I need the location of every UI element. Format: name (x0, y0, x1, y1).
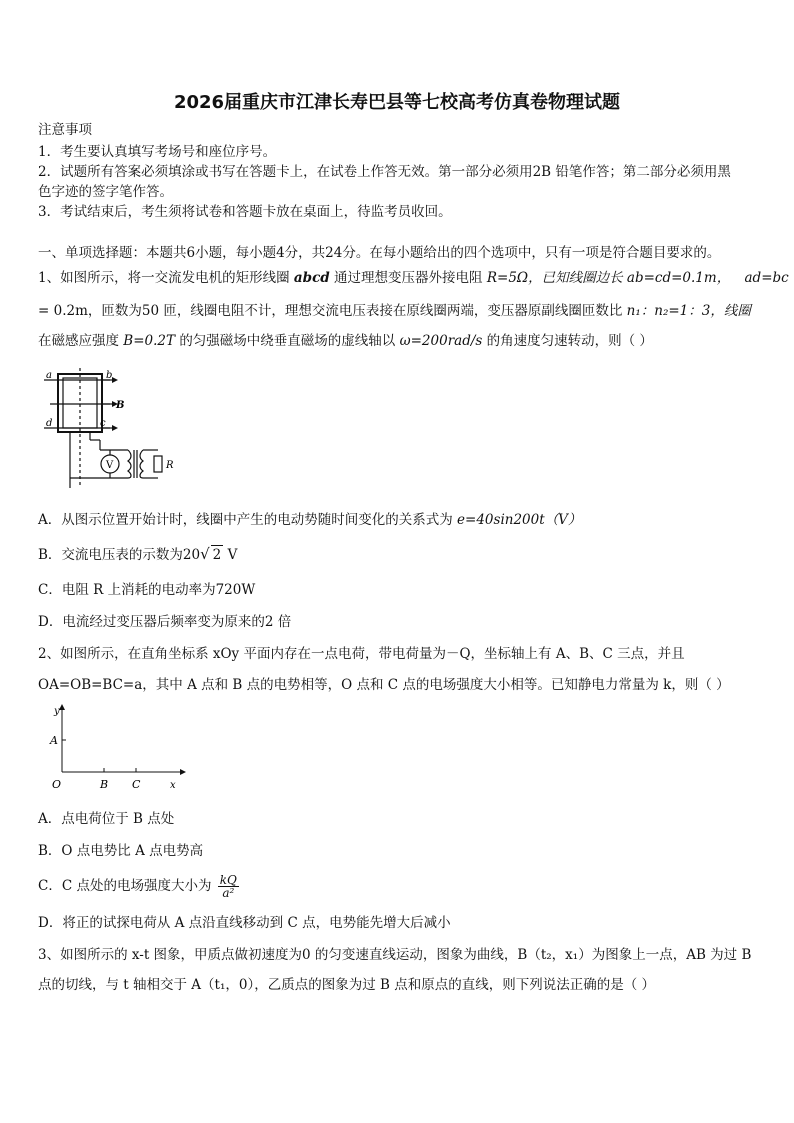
q1-generator-figure (40, 368, 190, 493)
q2-axes-figure (40, 704, 190, 796)
q1-text: B=0.2T (123, 333, 176, 349)
q1-option-a (38, 511, 581, 529)
notes-item-2: 2．试题所有答案必须填涂或书写在答题卡上，在试卷上作答无效。第一部分必须用2B 铅笔作答；第二部分必须用黑 (38, 164, 731, 180)
q1-text: ab=cd=0.1m， (626, 270, 731, 286)
q1-option-c: C．电阻 R 上消耗的电动率为720W (38, 582, 256, 598)
notes-item-1: 1．考生要认真填写考场号和座位序号。 (38, 144, 277, 160)
q1-text: 的角速度匀速转动，则（ ） (486, 333, 653, 349)
q1-text: n₁：n₂=1：3，线圈 (626, 303, 751, 319)
radicand: 2 (212, 547, 222, 563)
notes-heading: 注意事项 (38, 122, 92, 138)
fraction-numerator: kQ (219, 873, 237, 887)
fig-label-c: c (100, 418, 106, 429)
q2-option-a: A．点电荷位于 B 点处 (38, 811, 175, 827)
q2-option-d: D．将正的试探电荷从 A 点沿直线移动到 C 点，电势能先增大后减小 (38, 915, 451, 931)
q1-option-b (38, 545, 237, 564)
q1-text: abcd (293, 270, 330, 286)
notes-item-2-cont: 色字迹的签字笔作答。 (38, 184, 173, 200)
fig-label-field-B: B (116, 400, 125, 411)
q2-option-c (38, 874, 239, 899)
q1-stem-line3 (38, 332, 653, 350)
q2-option-b: B．O 点电势比 A 点电势高 (38, 843, 204, 859)
q1-text: ω=200rad/s (399, 333, 483, 349)
point-label-O: O (52, 778, 62, 791)
fig-label-resistor: R (166, 460, 174, 471)
option-formula: e=40sin200t（V） (457, 512, 582, 528)
point-label-C: C (132, 778, 141, 791)
axis-label-x: x (170, 780, 176, 791)
q1-stem-line2 (38, 302, 751, 320)
point-label-B: B (100, 778, 109, 791)
fig-label-b: b (106, 370, 113, 381)
notes-item-3: 3．考试结束后，考生须将试卷和答题卡放在桌面上，待监考员收回。 (38, 204, 452, 220)
page-title: 2026届重庆市江津长寿巴县等七校高考仿真卷物理试题 (173, 92, 621, 113)
q1-text: 的匀强磁场中绕垂直磁场的虚线轴以 (179, 333, 396, 349)
q2-stem-line2: OA=OB=BC=a，其中 A 点和 B 点的电势相等，O 点和 C 点的电场强度大小相等。已知静电力常量为 k，则（ ） (38, 677, 730, 693)
fig-label-a: a (46, 370, 52, 381)
axis-label-y: y (54, 706, 60, 717)
q1-text: 1、如图所示，将一交流发电机的矩形线圈 (38, 270, 290, 286)
option-text: B．交流电压表的示数为20 (38, 547, 201, 563)
option-text: C．C 点处的电场强度大小为 (38, 878, 212, 894)
q2-stem-line1: 2、如图所示，在直角坐标系 xOy 平面内存在一点电荷，带电荷量为－Q，坐标轴上有 A、B、C 三点，并且 (38, 646, 685, 662)
fraction-denominator: a² (222, 886, 235, 900)
fig-label-d: d (46, 418, 53, 429)
q1-text: R=5Ω，已知线圈边长 (486, 270, 623, 286)
sqrt-icon: √ (200, 545, 210, 563)
q1-stem-line1 (38, 269, 789, 287)
q1-text: ad=bc (744, 270, 789, 286)
q1-text: = 0.2m，匝数为50 匝，线圈电阻不计，理想交流电压表接在原线圈两端，变压器原副线圈匝数比 (38, 303, 623, 319)
q3-stem-line2: 点的切线，与 t 轴相交于 A（t₁，0），乙质点的图象为过 B 点和原点的直线，则下列说法正确的是（ ） (38, 977, 656, 993)
point-label-A: A (50, 734, 58, 747)
option-unit: V (227, 547, 238, 563)
fraction (218, 874, 239, 899)
option-text: A．从图示位置开始计时，线圈中产生的电动势随时间变化的关系式为 (38, 512, 453, 528)
q1-text: 通过理想变压器外接电阻 (334, 270, 483, 286)
q3-stem-line1: 3、如图所示的 x-t 图象，甲质点做初速度为0 的匀变速直线运动，图象为曲线，B（t₂，x₁）为图象上一点，AB 为过 B (38, 947, 752, 963)
q1-text: 在磁感应强度 (38, 333, 119, 349)
q1-option-d: D．电流经过变压器后频率变为原来的2 倍 (38, 614, 292, 630)
fig-label-voltmeter: V (106, 460, 114, 471)
section-heading: 一、单项选择题：本题共6小题，每小题4分，共24分。在每小题给出的四个选项中，只有一项是符合题目要求的。 (38, 245, 721, 261)
